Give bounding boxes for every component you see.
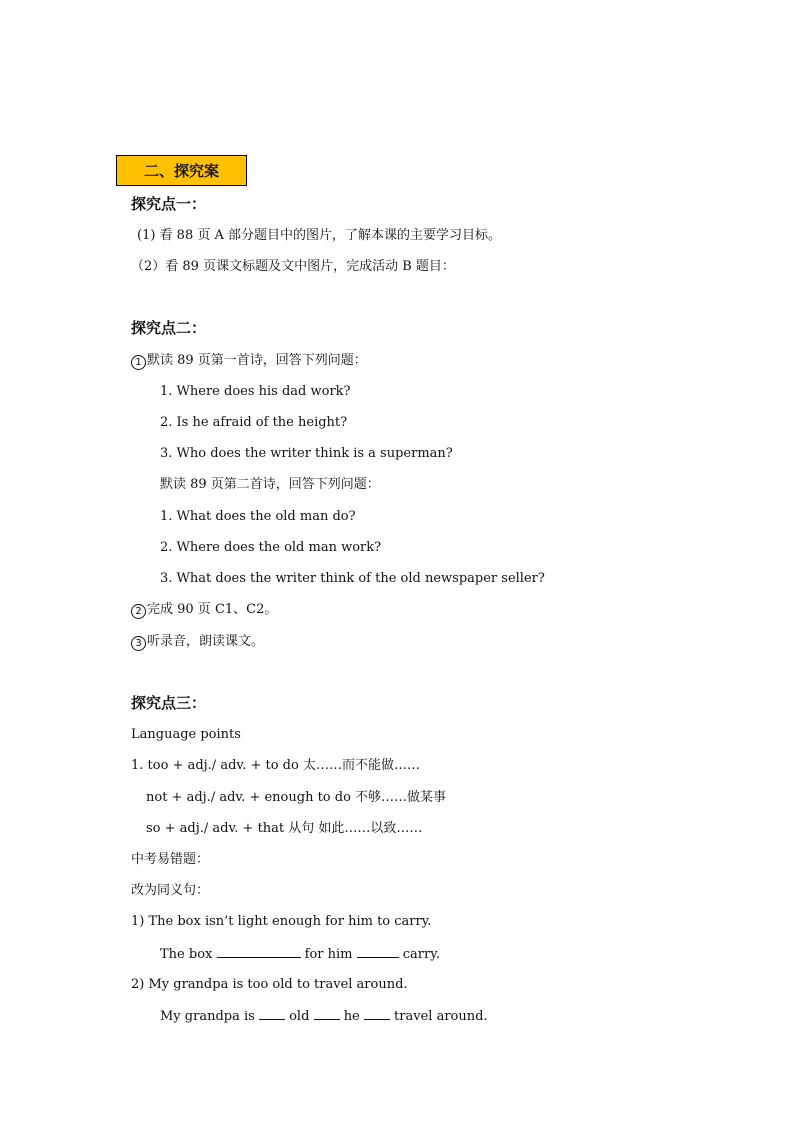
point2-task-2 (131, 601, 277, 619)
rewrite-title: 改为同义句： (131, 883, 210, 898)
q2-blank-1[interactable] (259, 1007, 285, 1020)
poem1-question-2: 2. Is he afraid of the height? (160, 415, 348, 430)
point2-task-1b: 默读 89 页第二首诗，回答下列问题： (160, 477, 380, 492)
language-points-title: Language points (131, 727, 241, 742)
q2-part-4: travel around. (394, 1009, 488, 1024)
q1-blank-1[interactable] (217, 945, 301, 958)
q2-part-3: he (343, 1009, 360, 1024)
point2-task-3 (131, 633, 264, 651)
question-1-sentence: 1) The box isn’t light enough for him to carry. (131, 914, 432, 929)
question-1-rewrite (160, 945, 440, 964)
point3-heading: 探究点三： (131, 694, 207, 712)
q1-part-1: The box (160, 947, 213, 962)
q2-blank-3[interactable] (364, 1007, 390, 1020)
circled-number-3: 3 (131, 636, 146, 651)
circled-number-1: 1 (131, 355, 146, 370)
pattern-3: so + adj./ adv. + that 从句 如此……以致…… (146, 821, 423, 836)
section-title: 二、探究案 (116, 155, 247, 186)
point1-item-2: （2）看 89 页课文标题及文中图片，完成活动 B 题目： (131, 259, 455, 274)
q1-part-2: for him (304, 947, 353, 962)
circled-number-2: 2 (131, 604, 146, 619)
point2-task-1-text: 默读 89 页第一首诗，回答下列问题： (147, 353, 367, 368)
error-title: 中考易错题： (131, 852, 210, 867)
point1-item-1: (1) 看 88 页 A 部分题目中的图片，了解本课的主要学习目标。 (137, 228, 502, 243)
point2-task-3-text: 听录音，朗读课文。 (147, 634, 265, 649)
poem2-question-3: 3. What does the writer think of the old newspaper seller? (160, 571, 545, 586)
point1-heading: 探究点一： (131, 195, 207, 213)
q2-part-2: old (289, 1009, 310, 1024)
q1-blank-2[interactable] (357, 945, 399, 958)
q2-blank-2[interactable] (314, 1007, 340, 1020)
point2-task-2-text: 完成 90 页 C1、C2。 (147, 602, 278, 617)
question-2-rewrite (160, 1007, 488, 1026)
poem2-question-2: 2. Where does the old man work? (160, 540, 382, 555)
q1-part-3: carry. (402, 947, 440, 962)
point2-heading: 探究点二： (131, 319, 207, 337)
poem2-question-1: 1. What does the old man do? (160, 509, 356, 524)
pattern-1: 1. too + adj./ adv. + to do 太……而不能做…… (131, 758, 420, 773)
q2-part-1: My grandpa is (160, 1009, 255, 1024)
question-2-sentence: 2) My grandpa is too old to travel around. (131, 977, 408, 992)
poem1-question-1: 1. Where does his dad work? (160, 384, 351, 399)
pattern-2: not + adj./ adv. + enough to do 不够……做某事 (146, 790, 447, 805)
poem1-question-3: 3. Who does the writer think is a superman? (160, 446, 453, 461)
point2-task-1 (131, 352, 367, 370)
